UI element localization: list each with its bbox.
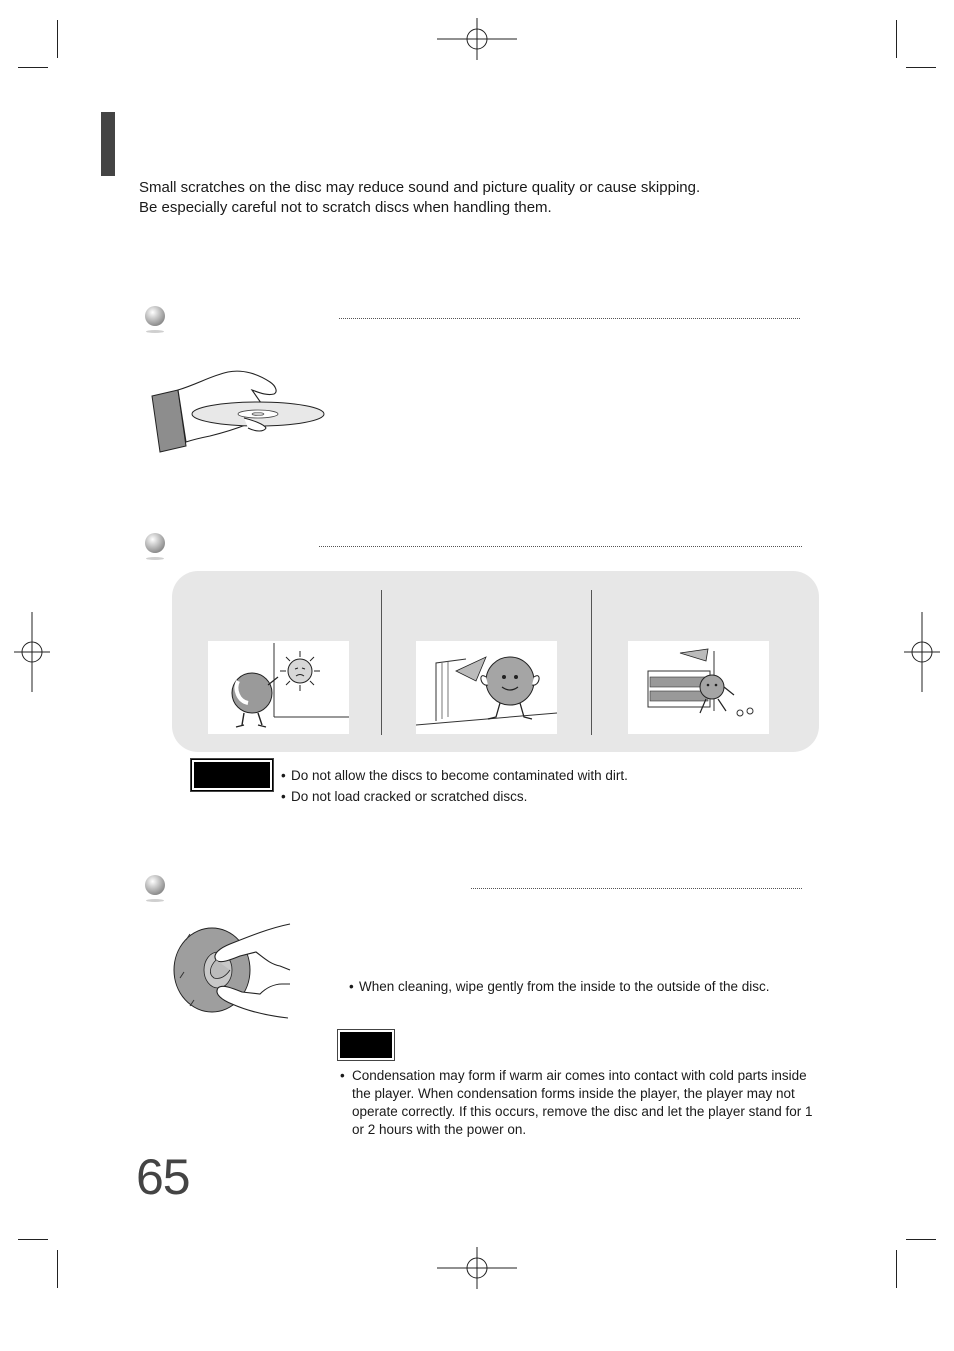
section-leader-dots — [339, 318, 800, 319]
crop-mark — [18, 1239, 48, 1240]
bullet-shadow — [146, 899, 164, 902]
disc-in-humid-room-icon — [628, 641, 769, 734]
crop-mark — [896, 1250, 897, 1288]
illustration-frame — [208, 641, 349, 734]
disc-near-heater-icon — [416, 641, 557, 734]
intro-line: Small scratches on the disc may reduce sound and picture quality or cause skipping. — [139, 179, 701, 196]
panel-divider — [381, 590, 382, 735]
list-item-text: Do not load cracked or scratched discs. — [291, 789, 528, 804]
registration-mark-icon — [904, 612, 940, 692]
intro-text — [139, 178, 799, 218]
note-label — [338, 1030, 394, 1060]
caution-label — [191, 759, 273, 791]
intro-line: Be especially careful not to scratch discs when handling them. — [139, 199, 552, 216]
hand-holding-disc-icon — [148, 366, 328, 456]
bullet-shadow — [146, 557, 164, 560]
illustration-frame — [628, 641, 769, 734]
bullet-shadow — [146, 330, 164, 333]
list-item: • Condensation may form if warm air comes into contact with cold parts inside the player. When condensation forms inside the player, the player may not operate correctly. If this occurs, remove the disc and let the player stand for 1 or 2 hours with the power on. — [340, 1067, 818, 1139]
cleaning-bullet: • When cleaning, wipe gently from the inside to the outside of the disc. — [349, 979, 770, 994]
panel-divider — [591, 590, 592, 735]
list-item-text: Do not allow the discs to become contaminated with dirt. — [291, 768, 628, 783]
crop-mark — [896, 20, 897, 58]
crop-mark — [18, 67, 48, 68]
crop-mark — [57, 1250, 58, 1288]
page-number: 65 — [136, 1149, 190, 1205]
sphere-bullet-icon — [145, 875, 165, 895]
sphere-bullet-icon — [145, 533, 165, 553]
registration-mark-icon — [437, 18, 517, 60]
list-item-text: When cleaning, wipe gently from the inside to the outside of the disc. — [359, 979, 770, 994]
title-accent-bar — [101, 112, 115, 176]
section-leader-dots — [471, 888, 802, 889]
list-item-text: Condensation may form if warm air comes into contact with cold parts inside the player. When condensation forms inside the player, the player may not operate correctly. If this occurs, remove the disc and let the player stand for 1 or 2 hours with the power on. — [352, 1068, 813, 1137]
registration-mark-icon — [437, 1247, 517, 1289]
crop-mark — [906, 1239, 936, 1240]
disc-in-sunlight-icon — [208, 641, 349, 734]
registration-mark-icon — [14, 612, 50, 692]
crop-mark — [906, 67, 936, 68]
illustration-frame — [416, 641, 557, 734]
caution-bullets — [281, 765, 801, 807]
sphere-bullet-icon — [145, 306, 165, 326]
hands-wiping-disc-icon — [170, 918, 295, 1028]
list-item: • Do not load cracked or scratched discs. — [281, 789, 528, 804]
section-leader-dots — [319, 546, 802, 547]
crop-mark — [57, 20, 58, 58]
note-text — [340, 1067, 818, 1139]
list-item: • Do not allow the discs to become contaminated with dirt. — [281, 768, 628, 783]
